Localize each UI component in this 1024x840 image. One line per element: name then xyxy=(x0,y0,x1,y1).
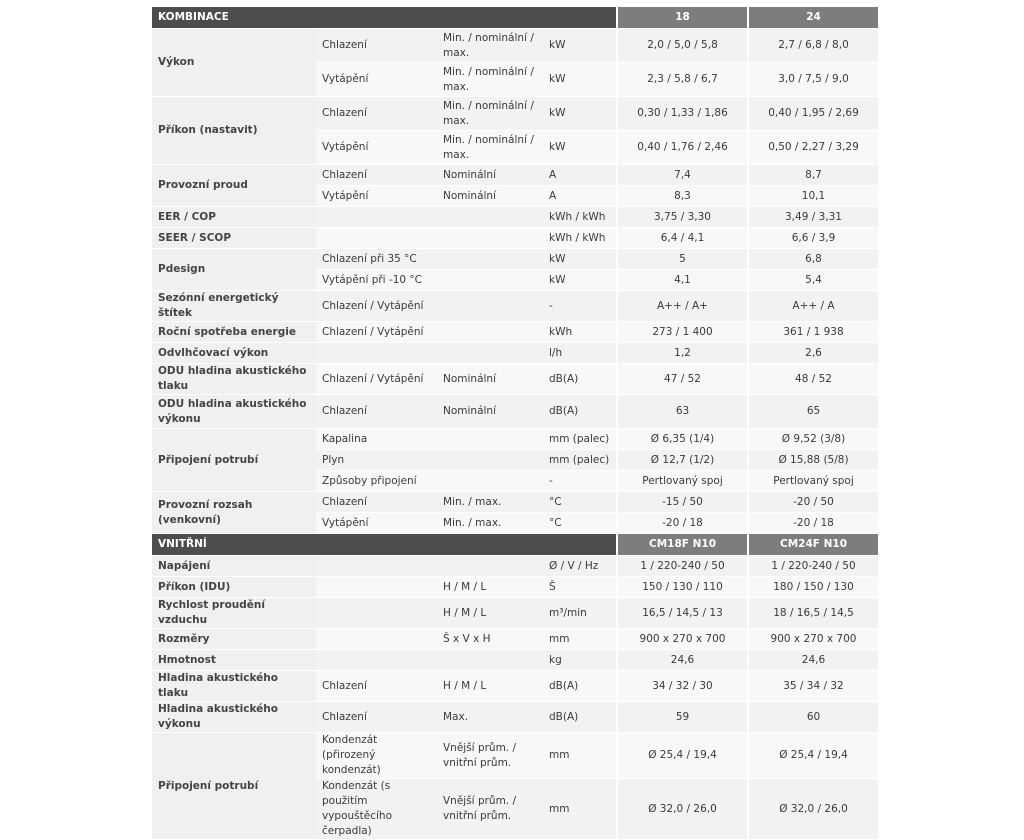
spec-subcategory: Chlazení xyxy=(316,702,437,733)
spec-label: EER / COP xyxy=(152,207,316,228)
spec-row xyxy=(152,165,878,186)
spec-mode: Min. / nominální / max. xyxy=(437,63,543,97)
spec-value-col1: Ø 32,0 / 26,0 xyxy=(616,779,747,840)
spec-value-col2: 0,40 / 1,95 / 2,69 xyxy=(747,97,878,131)
spec-value-col2: 65 xyxy=(747,395,878,429)
spec-subcategory: Chlazení xyxy=(316,492,437,513)
spec-value-col2: -20 / 50 xyxy=(747,492,878,513)
spec-value-col2: 180 / 150 / 130 xyxy=(747,577,878,598)
spec-mode xyxy=(437,322,543,343)
spec-label: Příkon (IDU) xyxy=(152,577,316,598)
spec-label: Připojení potrubí xyxy=(152,733,316,840)
spec-row xyxy=(152,228,878,249)
spec-value-col1: 150 / 130 / 110 xyxy=(616,577,747,598)
spec-subcategory xyxy=(316,629,437,650)
spec-subcategory: Kapalina xyxy=(316,429,437,450)
spec-mode xyxy=(437,556,543,577)
spec-value-col2: -20 / 18 xyxy=(747,513,878,534)
spec-mode xyxy=(437,249,543,270)
spec-unit: kWh xyxy=(543,322,616,343)
spec-unit: Š xyxy=(543,577,616,598)
spec-label: Provozní proud xyxy=(152,165,316,207)
spec-subcategory: Chlazení xyxy=(316,671,437,702)
spec-unit: kWh / kWh xyxy=(543,207,616,228)
spec-value-col1: Ø 12,7 (1/2) xyxy=(616,450,747,471)
spec-row xyxy=(152,733,878,779)
spec-unit: kW xyxy=(543,249,616,270)
spec-row xyxy=(152,671,878,702)
spec-row xyxy=(152,492,878,513)
spec-value-col1: 1,2 xyxy=(616,343,747,364)
spec-mode xyxy=(437,343,543,364)
spec-label: Provozní rozsah (venkovní) xyxy=(152,492,316,534)
spec-subcategory: Chlazení / Vytápění xyxy=(316,291,437,322)
spec-label: Rozměry xyxy=(152,629,316,650)
spec-subcategory: Kondenzát (přirozený kondenzát) xyxy=(316,733,437,779)
spec-mode xyxy=(437,228,543,249)
spec-value-col1: -15 / 50 xyxy=(616,492,747,513)
spec-subcategory xyxy=(316,577,437,598)
spec-unit: kW xyxy=(543,270,616,291)
spec-row xyxy=(152,702,878,733)
section-title: KOMBINACE xyxy=(152,7,616,29)
spec-value-col1: 47 / 52 xyxy=(616,364,747,395)
spec-value-col2: 3,0 / 7,5 / 9,0 xyxy=(747,63,878,97)
spec-value-col2: 3,49 / 3,31 xyxy=(747,207,878,228)
spec-value-col1: -20 / 18 xyxy=(616,513,747,534)
specification-table xyxy=(152,7,878,840)
spec-subcategory: Chlazení xyxy=(316,165,437,186)
spec-label: Výkon xyxy=(152,29,316,97)
spec-mode: Š x V x H xyxy=(437,629,543,650)
spec-subcategory xyxy=(316,343,437,364)
spec-mode xyxy=(437,450,543,471)
spec-label: Rychlost proudění vzduchu xyxy=(152,598,316,629)
spec-value-col2: 361 / 1 938 xyxy=(747,322,878,343)
section-header xyxy=(152,7,878,29)
spec-value-col2: A++ / A xyxy=(747,291,878,322)
spec-mode: Min. / max. xyxy=(437,492,543,513)
spec-subcategory: Chlazení xyxy=(316,97,437,131)
spec-row xyxy=(152,598,878,629)
spec-unit: mm (palec) xyxy=(543,450,616,471)
spec-subcategory: Chlazení při 35 °C xyxy=(316,249,437,270)
spec-subcategory: Chlazení / Vytápění xyxy=(316,364,437,395)
spec-value-col1: Pertlovaný spoj xyxy=(616,471,747,492)
spec-mode: H / M / L xyxy=(437,577,543,598)
spec-label: ODU hladina akustického tlaku xyxy=(152,364,316,395)
spec-value-col2: 10,1 xyxy=(747,186,878,207)
spec-unit: mm xyxy=(543,629,616,650)
spec-value-col1: 34 / 32 / 30 xyxy=(616,671,747,702)
spec-mode: Nominální xyxy=(437,395,543,429)
spec-value-col2: 18 / 16,5 / 14,5 xyxy=(747,598,878,629)
spec-mode: Min. / nominální / max. xyxy=(437,131,543,165)
model-column-header: CM18F N10 xyxy=(616,534,747,556)
spec-mode xyxy=(437,270,543,291)
section-header xyxy=(152,534,878,556)
spec-value-col2: Ø 32,0 / 26,0 xyxy=(747,779,878,840)
spec-unit: mm (palec) xyxy=(543,429,616,450)
spec-subcategory xyxy=(316,228,437,249)
spec-label: Napájení xyxy=(152,556,316,577)
spec-label: Pdesign xyxy=(152,249,316,291)
spec-unit: A xyxy=(543,186,616,207)
spec-subcategory: Vytápění při -10 °C xyxy=(316,270,437,291)
spec-value-col2: Ø 9,52 (3/8) xyxy=(747,429,878,450)
spec-value-col2: 24,6 xyxy=(747,650,878,671)
spec-unit: °C xyxy=(543,492,616,513)
spec-value-col2: 8,7 xyxy=(747,165,878,186)
spec-mode: Vnější prům. / vnitřní prům. xyxy=(437,733,543,779)
spec-value-col1: 1 / 220-240 / 50 xyxy=(616,556,747,577)
spec-label: Odvlhčovací výkon xyxy=(152,343,316,364)
spec-unit: mm xyxy=(543,779,616,840)
spec-value-col2: 2,6 xyxy=(747,343,878,364)
spec-mode xyxy=(437,291,543,322)
spec-label: Připojení potrubí xyxy=(152,429,316,492)
spec-row xyxy=(152,650,878,671)
spec-value-col2: 60 xyxy=(747,702,878,733)
spec-value-col2: 48 / 52 xyxy=(747,364,878,395)
spec-label: Hladina akustického výkonu xyxy=(152,702,316,733)
spec-row xyxy=(152,249,878,270)
spec-value-col2: Ø 15,88 (5/8) xyxy=(747,450,878,471)
spec-value-col2: 6,6 / 3,9 xyxy=(747,228,878,249)
spec-unit: Ø / V / Hz xyxy=(543,556,616,577)
spec-value-col1: 2,0 / 5,0 / 5,8 xyxy=(616,29,747,63)
spec-value-col1: Ø 25,4 / 19,4 xyxy=(616,733,747,779)
spec-row xyxy=(152,343,878,364)
spec-mode: Min. / nominální / max. xyxy=(437,97,543,131)
spec-mode: Min. / nominální / max. xyxy=(437,29,543,63)
spec-mode: Nominální xyxy=(437,186,543,207)
spec-value-col2: 5,4 xyxy=(747,270,878,291)
spec-unit: dB(A) xyxy=(543,671,616,702)
spec-value-col1: 273 / 1 400 xyxy=(616,322,747,343)
spec-mode: Vnější prům. / vnitřní prům. xyxy=(437,779,543,840)
spec-value-col1: 2,3 / 5,8 / 6,7 xyxy=(616,63,747,97)
spec-label: Sezónní energetický štítek xyxy=(152,291,316,322)
spec-subcategory: Vytápění xyxy=(316,513,437,534)
spec-label: Příkon (nastavit) xyxy=(152,97,316,165)
spec-subcategory: Vytápění xyxy=(316,186,437,207)
spec-row xyxy=(152,395,878,429)
spec-row xyxy=(152,429,878,450)
spec-subcategory: Vytápění xyxy=(316,131,437,165)
spec-mode xyxy=(437,207,543,228)
spec-mode: Nominální xyxy=(437,364,543,395)
spec-value-col2: Pertlovaný spoj xyxy=(747,471,878,492)
spec-value-col1: 24,6 xyxy=(616,650,747,671)
spec-unit: °C xyxy=(543,513,616,534)
spec-unit: dB(A) xyxy=(543,364,616,395)
spec-value-col1: 6,4 / 4,1 xyxy=(616,228,747,249)
spec-value-col1: 3,75 / 3,30 xyxy=(616,207,747,228)
spec-unit: m³/min xyxy=(543,598,616,629)
spec-row xyxy=(152,364,878,395)
spec-value-col2: Ø 25,4 / 19,4 xyxy=(747,733,878,779)
spec-unit: kW xyxy=(543,97,616,131)
spec-row xyxy=(152,29,878,63)
spec-unit: l/h xyxy=(543,343,616,364)
spec-mode: Max. xyxy=(437,702,543,733)
spec-value-col2: 900 x 270 x 700 xyxy=(747,629,878,650)
spec-label: Roční spotřeba energie xyxy=(152,322,316,343)
spec-unit: dB(A) xyxy=(543,395,616,429)
spec-subcategory xyxy=(316,207,437,228)
model-column-header: 24 xyxy=(747,7,878,29)
spec-mode: H / M / L xyxy=(437,598,543,629)
model-column-header: CM24F N10 xyxy=(747,534,878,556)
spec-label: Hladina akustického tlaku xyxy=(152,671,316,702)
spec-unit: dB(A) xyxy=(543,702,616,733)
spec-value-col1: 59 xyxy=(616,702,747,733)
spec-mode xyxy=(437,429,543,450)
spec-subcategory xyxy=(316,556,437,577)
spec-row xyxy=(152,97,878,131)
spec-subcategory: Chlazení xyxy=(316,29,437,63)
spec-subcategory: Kondenzát (s použitím vypouštěcího čerpadla) xyxy=(316,779,437,840)
spec-value-col1: 63 xyxy=(616,395,747,429)
spec-row xyxy=(152,577,878,598)
spec-mode xyxy=(437,471,543,492)
spec-value-col1: 5 xyxy=(616,249,747,270)
spec-unit: - xyxy=(543,291,616,322)
spec-unit: A xyxy=(543,165,616,186)
spec-mode: Min. / max. xyxy=(437,513,543,534)
spec-row xyxy=(152,556,878,577)
spec-value-col1: 0,30 / 1,33 / 1,86 xyxy=(616,97,747,131)
spec-row xyxy=(152,291,878,322)
spec-row xyxy=(152,322,878,343)
spec-mode: Nominální xyxy=(437,165,543,186)
spec-value-col1: 16,5 / 14,5 / 13 xyxy=(616,598,747,629)
spec-value-col1: 900 x 270 x 700 xyxy=(616,629,747,650)
spec-subcategory: Způsoby připojení xyxy=(316,471,437,492)
spec-subcategory: Chlazení / Vytápění xyxy=(316,322,437,343)
spec-value-col2: 35 / 34 / 32 xyxy=(747,671,878,702)
spec-value-col1: 0,40 / 1,76 / 2,46 xyxy=(616,131,747,165)
spec-unit: kWh / kWh xyxy=(543,228,616,249)
spec-unit: kW xyxy=(543,63,616,97)
spec-mode: H / M / L xyxy=(437,671,543,702)
spec-value-col1: 8,3 xyxy=(616,186,747,207)
spec-unit: kg xyxy=(543,650,616,671)
spec-value-col1: Ø 6,35 (1/4) xyxy=(616,429,747,450)
spec-subcategory xyxy=(316,650,437,671)
spec-row xyxy=(152,207,878,228)
spec-label: SEER / SCOP xyxy=(152,228,316,249)
spec-value-col2: 2,7 / 6,8 / 8,0 xyxy=(747,29,878,63)
spec-unit: kW xyxy=(543,29,616,63)
spec-subcategory xyxy=(316,598,437,629)
spec-unit: kW xyxy=(543,131,616,165)
section-title: VNITŘNÍ xyxy=(152,534,616,556)
spec-value-col2: 1 / 220-240 / 50 xyxy=(747,556,878,577)
spec-label: Hmotnost xyxy=(152,650,316,671)
spec-value-col1: 7,4 xyxy=(616,165,747,186)
spec-mode xyxy=(437,650,543,671)
spec-subcategory: Chlazení xyxy=(316,395,437,429)
spec-row xyxy=(152,629,878,650)
model-column-header: 18 xyxy=(616,7,747,29)
spec-value-col1: A++ / A+ xyxy=(616,291,747,322)
spec-value-col1: 4,1 xyxy=(616,270,747,291)
spec-label: ODU hladina akustického výkonu xyxy=(152,395,316,429)
spec-subcategory: Vytápění xyxy=(316,63,437,97)
spec-subcategory: Plyn xyxy=(316,450,437,471)
spec-value-col2: 6,8 xyxy=(747,249,878,270)
spec-unit: mm xyxy=(543,733,616,779)
spec-value-col2: 0,50 / 2,27 / 3,29 xyxy=(747,131,878,165)
spec-unit: - xyxy=(543,471,616,492)
